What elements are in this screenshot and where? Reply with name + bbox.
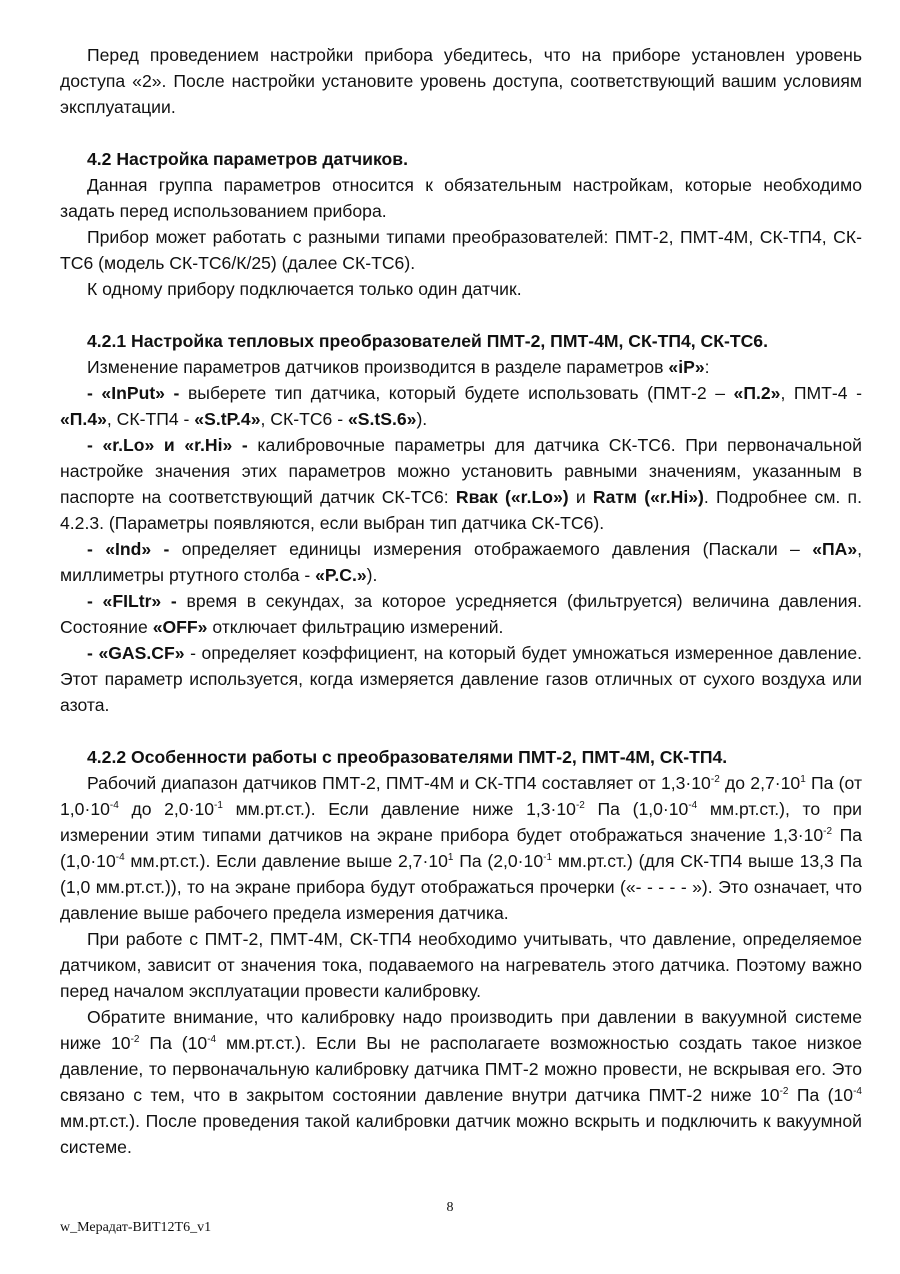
- paragraph: Прибор может работать с разными типами преобразователей: ПМТ-2, ПМТ-4М, СК-ТП4, СК-ТС6 (модель СК-ТС6/К/25) (далее СК-ТС6).: [60, 227, 862, 273]
- page-body: [60, 42, 862, 1160]
- spacer: [60, 718, 862, 744]
- param-ind: - «Ind» - определяет единицы измерения отображаемого давления (Паскали – «ПА», миллиметры ртутного столба - «P.C.»).: [60, 539, 862, 585]
- paragraph-calibration-note: Обратите внимание, что калибровку надо производить при давлении в вакуумной системе ниже $10^{-2}$ Па ($10^{-4}$ мм.рт.ст.). Если Вы не располагаете возможностью создать такое низкое давление, то первоначальную калибровку датчика ПМТ-2 можно провести, не вскрывая его. Это связано с тем, что в закрытом состоянии давление внутри датчика ПМТ-2 ниже $10^{-2}$ Па ($10^{-4}$ мм.рт.ст.). После проведения такой калибровки датчик можно вскрыть и подключить к вакуумной системе.: [60, 1007, 863, 1157]
- page-number: 8: [446, 1200, 454, 1215]
- section-heading-4-2-1: 4.2.1 Настройка тепловых преобразователей ПМТ-2, ПМТ-4М, СК-ТП4, СК-ТС6.: [87, 331, 768, 351]
- param-label: - «r.Lo» и «r.Hi» -: [87, 435, 248, 455]
- paragraph: К одному прибору подключается только один датчик.: [87, 279, 522, 299]
- paragraph: При работе с ПМТ-2, ПМТ-4М, СК-ТП4 необходимо учитывать, что давление, определяемое датчиком, зависит от значения тока, подаваемого на нагреватель этого датчика. Поэтому важно перед началом эксплуатации провести калибровку.: [60, 929, 862, 1001]
- param-input: - «InPut» - выберете тип датчика, который будете использовать (ПМТ-2 – «П.2», ПМТ-4 - «П.4», СК-ТП4 - «S.tP.4», СК-ТС6 - «S.tS.6»).: [60, 383, 862, 429]
- param-label: - «GAS.CF»: [87, 643, 185, 663]
- param-filter: - «FILtr» - время в секундах, за которое усредняется (фильтруется) величина давления. Состояние «OFF» отключает фильтрацию измерений.: [60, 591, 863, 637]
- param-label: - «FILtr» -: [87, 591, 177, 611]
- footer-filename: w_Мерадат-ВИТ12Т6_v1: [60, 1220, 212, 1235]
- param-label: - «Ind» -: [87, 539, 170, 559]
- spacer: [60, 302, 862, 328]
- param-label: - «InPut» -: [87, 383, 180, 403]
- param-calibration: - «r.Lo» и «r.Hi» - калибровочные параметры для датчика СК-ТС6. При первоначальной настройке значения этих параметров можно установить равными значениям, указанным в паспорте на соответствующий датчик СК-ТС6: Rвак («r.Lo») и Rатм («r.Hi»). Подробнее см. п. 4.2.3. (Параметры появляются, если выбран тип датчика СК-ТС6).: [60, 435, 862, 533]
- spacer: [60, 120, 862, 146]
- paragraph-range: Рабочий диапазон датчиков ПМТ-2, ПМТ-4М и СК-ТП4 составляет от $1,3\cdot 10^{-2}$ до $2,7\cdot 10^1$ Па (от $1,0\cdot 10^{-4}$ до $2,0\cdot 10^{-1}$ мм.рт.ст.). Если давление ниже $1,3\cdot 10^{-2}$ Па ($1,0\cdot 10^{-4}$ мм.рт.ст.), то при измерении этим типами датчиков на экране прибора будет отображаться значение $1,3\cdot 10^{-2}$ Па ($1,0\cdot 10^{-4}$ мм.рт.ст.). Если давление выше $2,7\cdot 10^1$ Па ($2,0\cdot 10^{-1}$ мм.рт.ст.) (для СК-ТП4 выше 13,3 Па (1,0 мм.рт.ст.)), то на экране прибора будут отображаться прочерки («- - - - - »). Это означает, что давление выше рабочего предела измерения датчика.: [60, 773, 863, 923]
- section-heading-4-2-2: 4.2.2 Особенности работы с преобразователями ПМТ-2, ПМТ-4М, СК-ТП4.: [87, 747, 728, 767]
- paragraph: Данная группа параметров относится к обязательным настройкам, которые необходимо задать перед использованием прибора.: [60, 175, 862, 221]
- intro-paragraph: Перед проведением настройки прибора убедитесь, что на приборе установлен уровень доступа «2». После настройки установите уровень доступа, соответствующий вашим условиям эксплуатации.: [60, 45, 862, 117]
- section-heading-4-2: 4.2 Настройка параметров датчиков.: [87, 149, 408, 169]
- param-gas: - «GAS.CF» - определяет коэффициент, на который будет умножаться измеренное давление. Этот параметр используется, когда измеряется давление газов отличных от сухого воздуха или азота.: [60, 643, 862, 715]
- paragraph-params-intro: Изменение параметров датчиков производится в разделе параметров «iP»:: [87, 357, 710, 377]
